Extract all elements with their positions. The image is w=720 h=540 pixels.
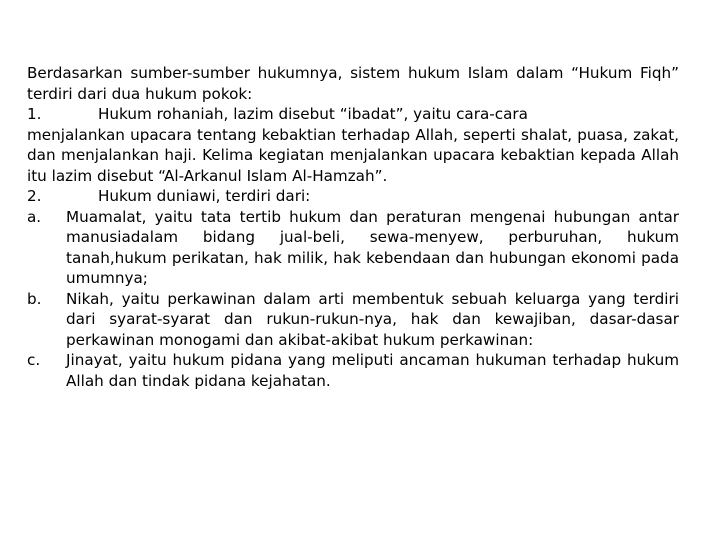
sub-item-b [27,289,679,351]
sub-item-c [27,350,679,391]
sub-item-c-text: Jinayat, yaitu hukum pidana yang meliputi ancaman hukuman terhadap hukum Allah dan tindak pidana kejahatan. [66,351,679,390]
sub-marker-c: c. [27,351,41,369]
sub-item-b-text: Nikah, yaitu perkawinan dalam arti membentuk sebuah keluarga yang terdiri dari syarat-syarat dan rukun-rukun-nya, hak dan kewajiban, dasar-dasar perkawinan monogami dan akibat-akibat hukum perkawinan: [66,289,679,349]
sub-marker-b: b. [27,289,42,308]
list-item-2-text: Hukum duniawi, terdiri dari: [98,187,311,205]
list-item-2 [27,186,679,207]
list-item-1-continuation: menjalankan upacara tentang kebaktian terhadap Allah, seperti shalat, puasa, zakat, dan menjalankan haji. Kelima kegiatan menjalankan upacara kebaktian kepada Allah itu lazim disebut “Al-Arkanul Islam Al-Hamzah”. [27,125,679,185]
intro-paragraph: Berdasarkan sumber-sumber hukumnya, sistem hukum Islam dalam “Hukum Fiqh” terdiri dari dua hukum pokok: [27,64,679,103]
sub-item-a [27,207,679,289]
document-body [27,63,679,391]
sub-item-a-text: Muamalat, yaitu tata tertib hukum dan peraturan mengenai hubungan antar manusiadalam bidang jual-beli, sewa-menyew, perburuhan, hukum tanah,hukum perikatan, hak milik, hak kebendaan dan hubungan ekonomi pada umumnya; [66,207,679,287]
list-item-1 [27,104,679,125]
list-marker-1: 1. [27,105,42,123]
list-item-1-text: Hukum rohaniah, lazim disebut “ibadat”, yaitu cara-cara [98,105,528,123]
list-marker-2: 2. [27,187,42,205]
sub-marker-a: a. [27,207,42,226]
